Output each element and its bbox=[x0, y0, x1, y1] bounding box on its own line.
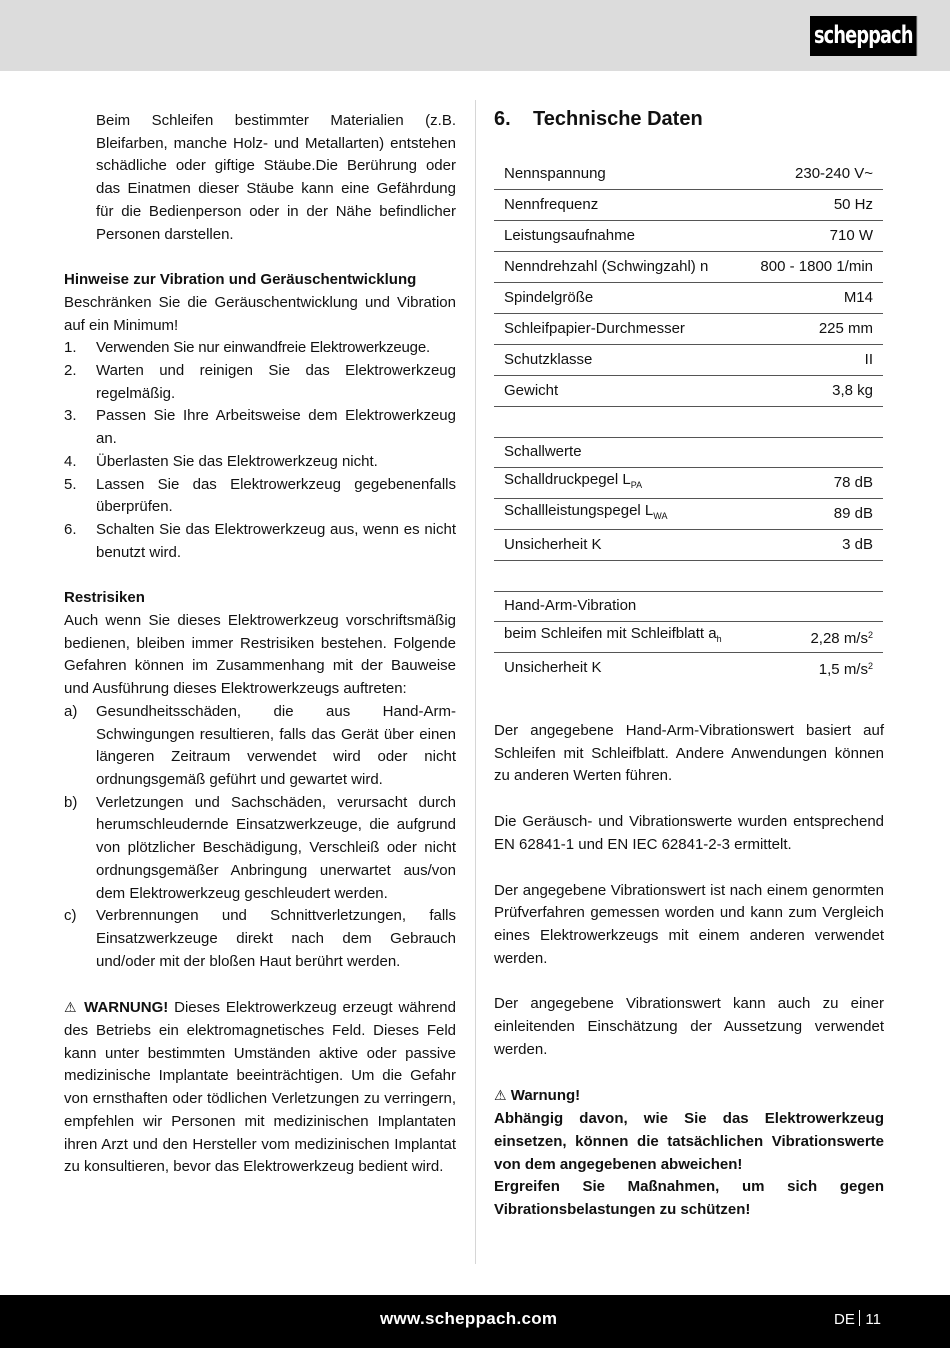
spec-row bbox=[494, 653, 883, 684]
spec-label bbox=[504, 500, 667, 528]
table-heading: Hand-Arm-Vibration bbox=[504, 597, 637, 615]
list-number: 6. bbox=[64, 520, 77, 538]
list-letter: b) bbox=[64, 793, 78, 811]
section-heading: Technische Daten bbox=[533, 108, 703, 130]
list-item bbox=[64, 519, 456, 564]
spec-row bbox=[494, 376, 883, 407]
spec-value: M14 bbox=[843, 288, 873, 306]
list-number: 4. bbox=[64, 452, 77, 470]
list-item bbox=[64, 451, 456, 474]
website-link[interactable]: www.scheppach.com bbox=[380, 1309, 558, 1328]
right-column bbox=[494, 105, 884, 1222]
scheppach-logo: scheppach bbox=[810, 16, 917, 56]
page-header bbox=[0, 0, 950, 71]
label-text: Schalldruckpegel L bbox=[504, 471, 631, 489]
info-paragraph: Der angegebene Hand-Arm-Vibrationswert basiert auf Schleifen mit Schleifblatt. Andere Anwendungen können zu anderen Werten führen. bbox=[494, 722, 884, 785]
warning-triangle-icon: ⚠ bbox=[494, 1087, 507, 1104]
spec-label: Unsicherheit K bbox=[504, 659, 602, 677]
spec-label: Nennfrequenz bbox=[504, 195, 599, 213]
sound-values-table bbox=[494, 437, 883, 561]
list-item bbox=[64, 405, 456, 450]
spec-label: Gewicht bbox=[504, 381, 559, 399]
residual-risks-heading: Restrisiken bbox=[64, 589, 145, 607]
info-paragraph: Die Geräusch- und Vibrationswerte wurden entsprechend EN 62841-1 und EN IEC 62841-2-3 ermittelt. bbox=[494, 813, 884, 853]
residual-risks-section bbox=[64, 587, 456, 973]
subscript: WA bbox=[653, 511, 668, 522]
list-item bbox=[64, 337, 456, 360]
spec-row bbox=[494, 159, 883, 190]
list-item bbox=[64, 360, 456, 405]
vibration-section-heading: Hinweise zur Vibration und Geräuschentwicklung bbox=[64, 271, 417, 289]
emf-warning-paragraph bbox=[64, 996, 456, 1179]
spec-label: Leistungsaufnahme bbox=[504, 226, 635, 244]
list-text: Warten und reinigen Sie das Elektrowerkzeug regelmäßig. bbox=[96, 362, 456, 402]
spec-label: Nennspannung bbox=[504, 164, 606, 182]
page-footer bbox=[0, 1295, 950, 1348]
language-code: DE bbox=[834, 1311, 855, 1328]
warning-label: Warnung! bbox=[510, 1087, 581, 1105]
list-text: Passen Sie Ihre Arbeitsweise dem Elektrowerkzeug an. bbox=[96, 407, 456, 448]
spec-row bbox=[494, 252, 883, 283]
list-text: Verbrennungen und Schnittverletzungen, falls Einsatzwerkzeuge direkt nach dem Gebrauch und/oder mit der bloßen Haut berührt werden. bbox=[96, 907, 456, 970]
list-text: Verwenden Sie nur einwandfreie Elektrowerkzeuge. bbox=[96, 339, 430, 357]
list-text: Verletzungen und Sachschäden, verursacht durch herumschleudernde Einsatzwerkzeuge, die aufgrund von plötzlicher Beschädigung, Verschleiß oder nicht ordnungsgemäßer Anbringung unerwartet aus/von dem Elektrowerkzeug geschleudert werden. bbox=[96, 793, 456, 902]
warning-text: Abhängig davon, wie Sie das Elektrowerkzeug einsetzen, können die tatsächlichen Vibrationswerte von dem angegebenen abweichen! bbox=[494, 1110, 884, 1173]
label-text: beim Schleifen mit Schleifblatt a bbox=[504, 625, 717, 643]
spec-label: Schutzklasse bbox=[504, 350, 593, 368]
spec-value: 225 mm bbox=[818, 319, 873, 337]
list-letter: a) bbox=[64, 702, 78, 720]
spec-row bbox=[494, 345, 883, 376]
spec-row bbox=[494, 190, 883, 221]
spec-label: Schleifpapier-Durchmesser bbox=[504, 319, 685, 337]
table-heading: Schallwerte bbox=[504, 443, 582, 461]
spec-row bbox=[494, 499, 883, 530]
sound-table-heading bbox=[494, 437, 883, 468]
spec-row bbox=[494, 622, 883, 653]
list-text: Überlasten Sie das Elektrowerkzeug nicht. bbox=[96, 452, 378, 470]
subscript: PA bbox=[630, 480, 643, 491]
spec-row bbox=[494, 283, 883, 314]
list-letter: c) bbox=[64, 907, 77, 925]
page-indicator bbox=[834, 1310, 881, 1328]
subscript: h bbox=[716, 634, 722, 645]
spec-label: Spindelgröße bbox=[504, 288, 594, 306]
list-item bbox=[64, 701, 456, 792]
vibration-table-heading bbox=[494, 591, 883, 622]
spec-label: Nenndrehzahl (Schwingzahl) n bbox=[504, 257, 709, 275]
superscript: 2 bbox=[867, 629, 873, 640]
residual-risks-intro: Auch wenn Sie dieses Elektrowerkzeug vorschriftsmäßig bedienen, bleiben immer Restrisiken bestehen. Folgende Gefahren können im Zusammenhang mit der Bauweise und Ausführung dieses Elektrowerkzeugs auftreten: bbox=[64, 612, 456, 698]
info-paragraph: Der angegebene Vibrationswert kann auch zu einer einleitenden Einschätzung der Aussetzung verwendet werden. bbox=[494, 995, 884, 1058]
list-number: 1. bbox=[64, 339, 77, 357]
spec-label bbox=[504, 469, 642, 497]
page-number: 11 bbox=[865, 1311, 881, 1328]
warning-triangle-icon: ⚠ bbox=[64, 999, 79, 1016]
spec-value: 78 dB bbox=[833, 473, 873, 491]
vibration-section-intro: Beschränken Sie die Geräuschentwicklung und Vibration auf ein Minimum! bbox=[64, 293, 456, 334]
spec-label bbox=[504, 623, 722, 651]
warning-text: Ergreifen Sie Maßnahmen, um sich gegen Vibrationsbelastungen zu schützen! bbox=[494, 1178, 884, 1218]
spec-value: 3,8 kg bbox=[832, 381, 873, 399]
tech-specs-table bbox=[494, 159, 883, 407]
spec-value bbox=[819, 655, 873, 682]
list-item bbox=[64, 905, 456, 973]
spec-value: 710 W bbox=[829, 226, 873, 244]
spec-value: 800 - 1800 1/min bbox=[760, 257, 873, 275]
superscript: 2 bbox=[867, 661, 873, 672]
spec-value: 50 Hz bbox=[833, 195, 873, 213]
list-text: Lassen Sie das Elektrowerkzeug gegebenenfalls überprüfen. bbox=[96, 475, 456, 516]
list-item bbox=[64, 792, 456, 906]
vibration-table bbox=[494, 591, 883, 684]
spec-row bbox=[494, 221, 883, 252]
vibration-warning bbox=[494, 1084, 884, 1221]
dust-hazard-paragraph: Beim Schleifen bestimmter Materialien (z.B. Bleifarben, manche Holz- und Metallarten) entstehen schädliche oder giftige Stäube.Die Berührung oder das Einatmen dieser Stäube kann eine Gefährdung für die Bedienperson oder in der Nähe befindlicher Personen darstellen. bbox=[96, 112, 456, 243]
vibration-noise-section bbox=[64, 269, 456, 564]
list-number: 3. bbox=[64, 407, 77, 425]
spec-value: 230-240 V~ bbox=[795, 164, 873, 182]
list-text: Schalten Sie das Elektrowerkzeug aus, wenn es nicht benutzt wird. bbox=[96, 520, 456, 561]
spec-row bbox=[494, 314, 883, 345]
list-item bbox=[64, 474, 456, 519]
list-number: 5. bbox=[64, 475, 77, 493]
list-number: 2. bbox=[64, 362, 77, 380]
label-text: Schallleistungspegel L bbox=[504, 502, 654, 520]
spec-label: Unsicherheit K bbox=[504, 535, 602, 553]
section-number: 6. bbox=[494, 108, 511, 130]
spec-value: 3 dB bbox=[842, 535, 873, 553]
column-divider bbox=[475, 100, 476, 1264]
left-column bbox=[64, 110, 456, 1179]
section-title bbox=[494, 105, 884, 133]
value-text: 1,5 m/s bbox=[818, 661, 868, 679]
value-text: 2,28 m/s bbox=[810, 629, 868, 647]
spec-value bbox=[810, 624, 873, 651]
spec-value: 89 dB bbox=[833, 504, 873, 522]
separator bbox=[859, 1310, 861, 1326]
warning-text: Dieses Elektrowerkzeug erzeugt während des Betriebs ein elektromagnetisches Feld. Dieses Feld kann unter bestimmten Umständen aktive oder passive medizinische Implantate beeinträchtigen. Um die Gefahr von ernsthaften oder tödlichen Verletzungen zu verringern, empfehlen wir Personen mit medizinischen Implantaten ihren Arzt und den Hersteller vom medizinischen Implantat zu konsultieren, bevor das Elektrowerkzeug bedient wird. bbox=[64, 999, 456, 1176]
warning-label: WARNUNG! bbox=[84, 999, 169, 1017]
info-paragraph: Der angegebene Vibrationswert ist nach einem genormten Prüfverfahren gemessen worden und kann zum Vergleich eines Elektrowerkzeugs mit einem anderen verwendet werden. bbox=[494, 881, 884, 967]
spec-row bbox=[494, 468, 883, 499]
spec-value: II bbox=[864, 350, 873, 368]
spec-row bbox=[494, 530, 883, 561]
list-text: Gesundheitsschäden, die aus Hand-Arm-Schwingungen resultieren, falls das Gerät über einen längeren Zeitraum verwendet wird oder nicht ordnungsgemäß geführt und gewartet wird. bbox=[96, 702, 456, 788]
